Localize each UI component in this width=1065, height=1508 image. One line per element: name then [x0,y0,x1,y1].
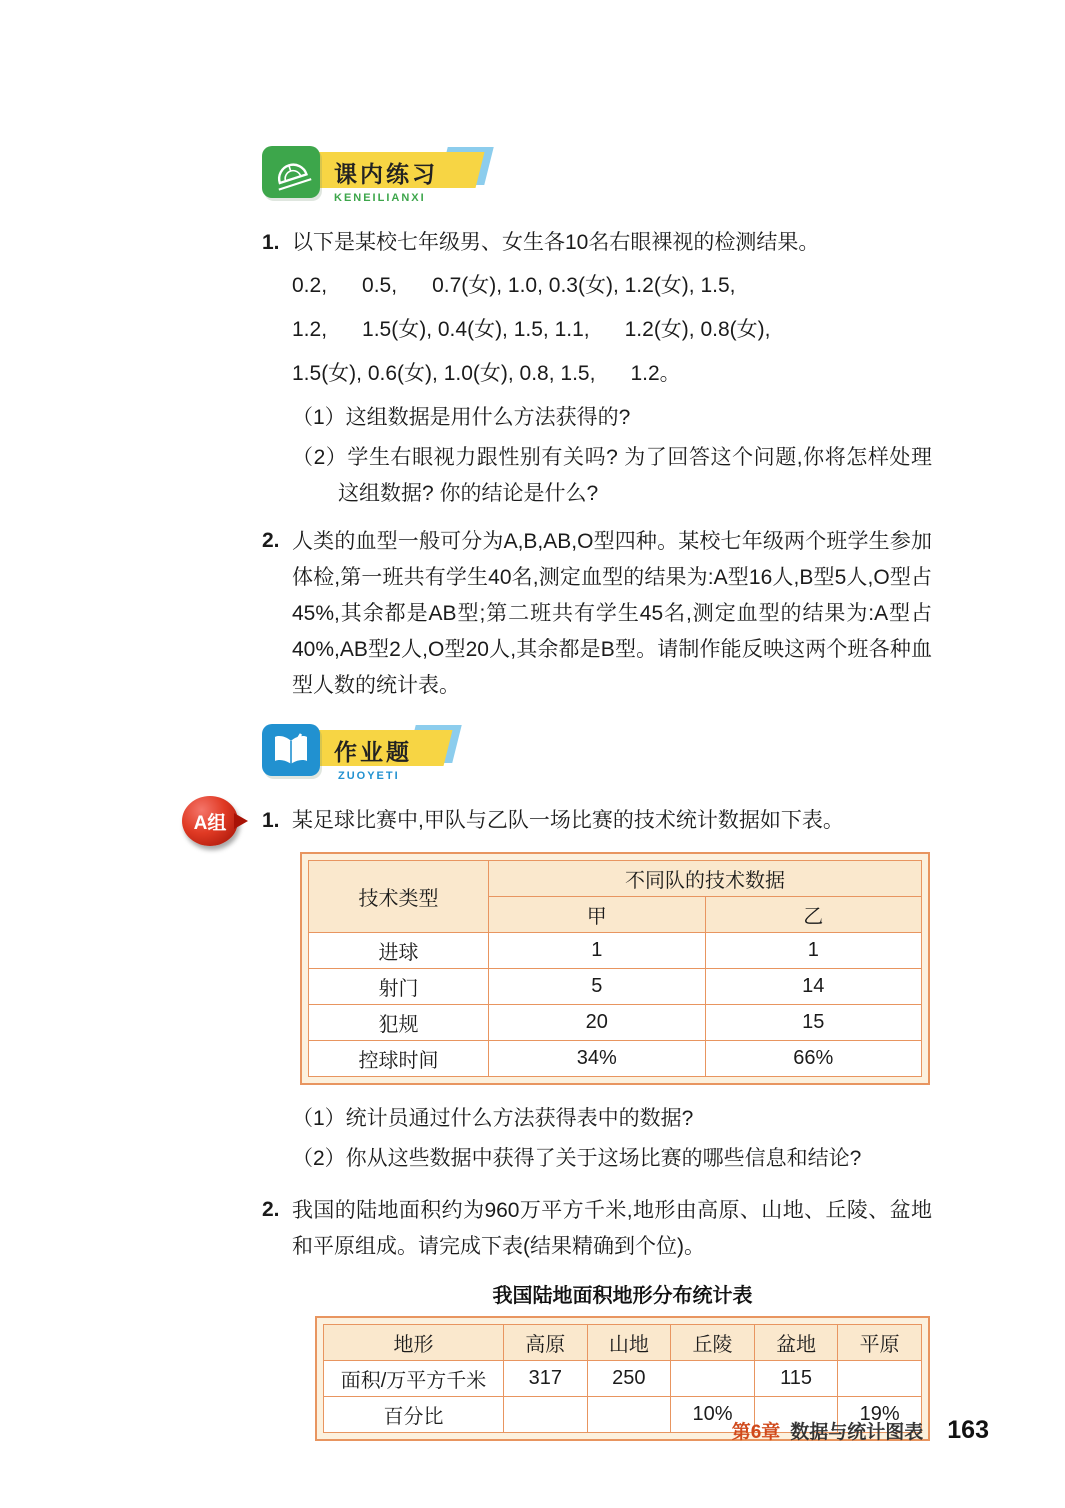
table-header-cell: 山地 [587,1325,671,1361]
table-cell: 34% [489,1041,706,1077]
eyesight-data-line: 0.2, 0.5, 0.7(女), 1.0, 0.3(女), 1.2(女), 1.5, [292,274,736,297]
table-cell-blank [671,1361,755,1397]
homework-badge-pinyin: ZUOYETI [338,770,400,782]
problem-number: 2. [262,1198,280,1221]
table-cell: 66% [705,1041,922,1077]
table-cell-blank [504,1397,588,1433]
table-row [309,861,922,897]
footer-page-number: 163 [947,1416,989,1444]
table-span-header: 不同队的技术数据 [489,861,922,897]
table-corner-cell: 技术类型 [309,861,489,933]
table-cell: 1 [489,933,706,969]
table-row [324,1361,922,1397]
problem-text: 某足球比赛中,甲队与乙队一场比赛的技术统计数据如下表。 [292,809,844,832]
table-header-cell: 盆地 [754,1325,838,1361]
table-header-cell: 乙 [705,897,922,933]
table-row [309,933,922,969]
table-cell: 10% [671,1397,755,1433]
problem-body [292,226,932,512]
classwork-badge-band [308,152,480,188]
problem-number: 1. [262,809,280,832]
classwork-badge-pinyin: KENEILIANXI [334,192,426,204]
book-icon [262,724,320,776]
eyesight-data-line: 1.2, 1.5(女), 0.4(女), 1.5, 1.1, 1.2(女), 0.8(女), [292,318,771,341]
table-cell: 控球时间 [309,1041,489,1077]
sub-question-1: （1）这组数据是用什么方法获得的? [292,406,631,429]
problem-body [292,804,932,842]
table-cell: 250 [587,1361,671,1397]
protractor-icon [262,146,320,198]
homework-problem-1 [193,804,932,842]
match-stats-table [308,860,922,1077]
table-header-cell: 高原 [504,1325,588,1361]
classwork-problem-1 [262,226,932,512]
table-cell-blank [587,1397,671,1433]
terrain-table-title: 我国陆地面积地形分布统计表 [492,1285,753,1307]
footer-chapter-title: 数据与统计图表 [790,1422,924,1443]
page-content [193,146,932,1453]
match-stats-table-container [300,852,930,1085]
sub-question-2: （2）你从这些数据中获得了关于这场比赛的哪些信息和结论? [292,1147,862,1170]
table-cell: 犯规 [309,1005,489,1041]
table-row [309,969,922,1005]
homework-section-header [262,724,932,790]
homework-problem-2 [262,1193,932,1265]
sub-question-1: （1）统计员通过什么方法获得表中的数据? [292,1107,694,1130]
table-cell: 进球 [309,933,489,969]
table-header-cell: 地形 [324,1325,504,1361]
group-a-badge-tail [234,813,248,829]
eyesight-data-line: 1.5(女), 0.6(女), 1.0(女), 0.8, 1.5, 1.2。 [292,362,681,385]
problem-number: 1. [262,231,280,254]
footer-chapter-number: 第6章 [731,1422,781,1443]
problem-number: 2. [262,529,280,552]
table-row-label: 百分比 [324,1397,504,1433]
table-cell: 5 [489,969,706,1005]
table-cell: 15 [705,1005,922,1041]
table-row [309,1005,922,1041]
classwork-badge-title: 课内练习 [334,161,438,187]
group-a-label: A组 [182,796,238,846]
problem-text: 我国的陆地面积约为960万平方千米,地形由高原、山地、丘陵、盆地和平原组成。请完成下表(结果精确到个位)。 [292,1199,932,1258]
table-header-cell: 甲 [489,897,706,933]
table-cell: 射门 [309,969,489,1005]
problem-text: 人类的血型一般可分为A,B,AB,O型四种。某校七年级两个班学生参加体检,第一班共有学生40名,测定血型的结果为:A型16人,B型5人,O型占45%,其余都是AB型;第二班共有学生45名,测定血型的结果为:A型占40%,AB型2人,O型20人,其余都是B型。请制作能反映这两个班各种血型人数的统计表。 [292,530,932,697]
table-header-cell: 平原 [838,1325,922,1361]
problem-text: 以下是某校七年级男、女生各10名右眼裸视的检测结果。 [292,231,820,254]
table-row [309,1041,922,1077]
eyesight-data-list [292,264,932,396]
homework-badge-title: 作业题 [334,739,412,765]
homework-badge-band [308,730,448,766]
table-cell: 317 [504,1361,588,1397]
classwork-problem-2 [262,524,932,704]
sub-question-2: （2）学生右眼视力跟性别有关吗? 为了回答这个问题,你将怎样处理这组数据? 你的结论是什么? [292,446,932,505]
table-cell: 14 [705,969,922,1005]
spacer [262,1097,292,1177]
book-graphic [270,732,312,768]
table-row-label: 面积/万平方千米 [324,1361,504,1397]
problem-body [292,1097,932,1177]
table-header-cell: 丘陵 [671,1325,755,1361]
table-cell: 115 [754,1361,838,1397]
table-cell: 1 [705,933,922,969]
homework-problem-1-questions [262,1097,932,1177]
page-footer [732,1416,989,1445]
table-cell: 19% [838,1397,922,1433]
group-a-badge [182,796,252,848]
protractor-graphic [270,152,312,192]
table-row [324,1325,922,1361]
table-cell: 20 [489,1005,706,1041]
table-cell-blank [838,1361,922,1397]
classwork-section-header [262,146,932,212]
